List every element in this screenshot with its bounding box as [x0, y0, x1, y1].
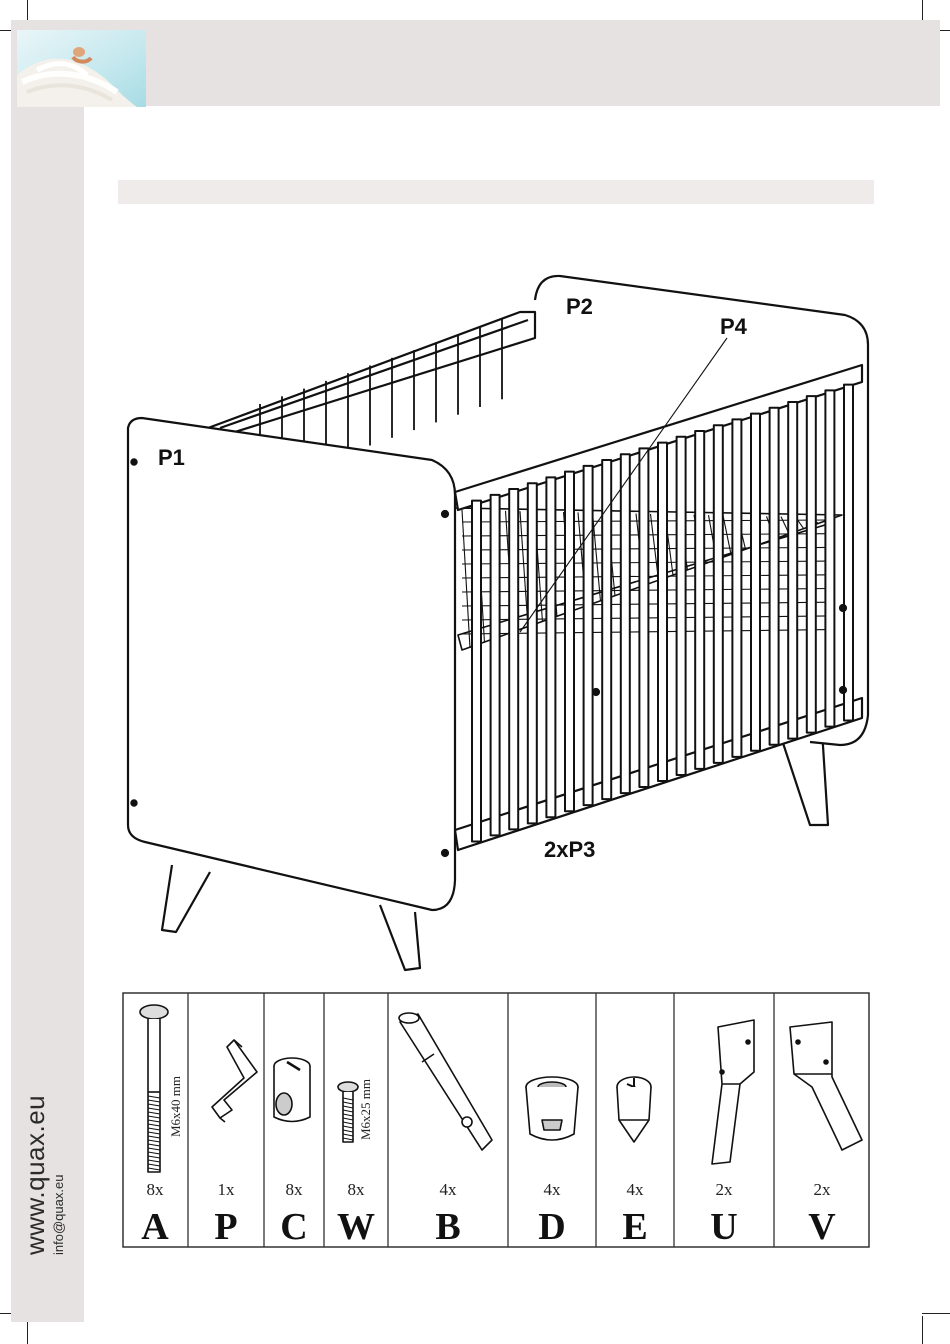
bolt-a-icon	[140, 1005, 168, 1019]
header-band	[84, 20, 940, 106]
label-p1: P1	[158, 445, 185, 470]
brand-logo-image	[17, 30, 146, 107]
front-slat	[546, 477, 555, 817]
front-slat	[825, 390, 834, 726]
front-slat	[602, 460, 611, 799]
part-quantity: 2x	[813, 1180, 831, 1199]
front-slat	[658, 443, 667, 781]
front-slat	[621, 454, 630, 793]
part-quantity: 8x	[146, 1180, 164, 1199]
front-slat	[528, 483, 537, 823]
crib-assembly-drawing	[110, 260, 900, 980]
front-slat	[639, 448, 648, 787]
section-title-band	[118, 180, 874, 204]
crop-mark	[922, 1316, 923, 1344]
part-quantity: 4x	[543, 1180, 561, 1199]
front-slat	[491, 495, 500, 836]
front-slat	[509, 489, 518, 829]
part-letter: V	[808, 1206, 836, 1248]
part-quantity: 1x	[217, 1180, 235, 1199]
part-letter: B	[435, 1206, 461, 1248]
front-slat	[751, 414, 760, 751]
part-letter: C	[280, 1206, 308, 1248]
part-quantity: 8x	[285, 1180, 303, 1199]
front-slat	[807, 396, 816, 732]
bolt-w-icon	[338, 1082, 358, 1092]
crop-mark	[922, 1313, 950, 1314]
part-quantity: 2x	[715, 1180, 733, 1199]
website-text: www.quax.eu	[20, 1094, 50, 1255]
front-slat	[565, 472, 574, 812]
sidebar-contact	[20, 1095, 66, 1255]
front-slat	[788, 402, 797, 739]
part-letter: D	[538, 1206, 566, 1248]
barrel-nut-c-icon	[274, 1058, 310, 1122]
label-p3: 2xP3	[544, 837, 596, 862]
part-letter: W	[337, 1206, 375, 1248]
part-quantity: 4x	[439, 1180, 457, 1199]
part-spec: M6x25 mm	[358, 1078, 373, 1140]
part-letter: P	[214, 1206, 238, 1248]
front-slat	[844, 385, 853, 721]
cam-lock-d-icon	[526, 1077, 578, 1140]
part-letter: U	[710, 1206, 738, 1248]
part-letter: A	[141, 1206, 169, 1248]
email-text: info@quax.eu	[51, 1174, 66, 1255]
front-slat	[584, 466, 593, 805]
front-slat	[677, 437, 686, 775]
part-quantity: 4x	[626, 1180, 644, 1199]
part-quantity: 8x	[347, 1180, 365, 1199]
front-slat	[472, 501, 481, 842]
front-slat	[770, 408, 779, 745]
front-slat	[695, 431, 704, 769]
hardware-parts-table	[122, 992, 870, 1248]
part-letter: E	[622, 1206, 648, 1248]
mattress-grid-line	[593, 513, 601, 602]
mattress-grid-line	[462, 510, 470, 648]
front-slat	[732, 419, 741, 756]
label-p4: P4	[720, 314, 747, 339]
part-spec: M6x40 mm	[168, 1075, 183, 1137]
front-slat	[714, 425, 723, 763]
headboard-p1	[128, 418, 455, 910]
label-p2: P2	[566, 294, 593, 319]
